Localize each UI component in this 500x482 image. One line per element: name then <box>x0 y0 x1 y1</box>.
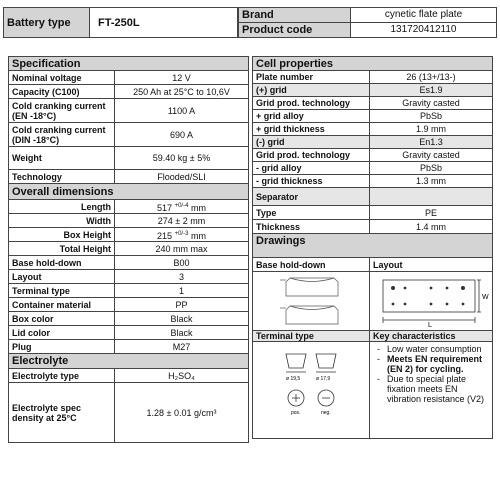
neg-grid-tech-label: Grid prod. technology <box>253 149 370 162</box>
nominal-voltage-value: 12 V <box>115 71 249 85</box>
product-code-label: Product code <box>239 23 351 38</box>
weight-label: Weight <box>9 147 115 170</box>
plate-number-label: Plate number <box>253 71 370 84</box>
layout-w-label: W <box>482 294 489 301</box>
holddown-label: Base hold-down <box>9 256 115 270</box>
electrolyte-title: Electrolyte <box>9 354 249 369</box>
nominal-voltage-label: Nominal voltage <box>9 71 115 85</box>
key-item: - Due to special plate fixation meets EN vibration resistance (V2) <box>383 374 489 404</box>
box-height-value-cell <box>115 228 249 242</box>
layout-label: Layout <box>9 270 115 284</box>
pos-grid-tech-value: Gravity casted <box>370 97 493 110</box>
electrolyte-density-value: 1.28 ± 0.01 g/cm³ <box>115 383 249 443</box>
pos-grid-alloy-label: + grid alloy <box>253 110 370 123</box>
box-height-value: 215 <box>157 230 173 241</box>
width-value: 274 ± 2 mm <box>115 214 249 228</box>
terminal-type-label: Terminal type <box>9 284 115 298</box>
dimensions-title: Overall dimensions <box>9 184 249 200</box>
total-height-label: Total Height <box>9 242 115 256</box>
technology-label: Technology <box>9 170 115 184</box>
capacity-label: Capacity (C100) <box>9 85 115 99</box>
specification-title: Specification <box>9 57 249 71</box>
length-label: Length <box>9 200 115 214</box>
lid-color-value: Black <box>115 326 249 340</box>
cca-din-label: Cold cranking current (DIN -18°C) <box>9 123 115 147</box>
neg-grid-alloy-value: PbSb <box>370 162 493 175</box>
electrolyte-type-label: Electrolyte type <box>9 369 115 383</box>
width-label: Width <box>9 214 115 228</box>
box-height-tolerance: +0/-3 <box>174 230 189 237</box>
plate-number-value: 26 (13+/13-) <box>370 71 493 84</box>
total-height-value: 240 mm max <box>115 242 249 256</box>
neg-grid-label: (-) grid <box>253 136 370 149</box>
terminal-neg-label: neg. <box>321 410 331 416</box>
technology-value: Flooded/SLI <box>115 170 249 184</box>
terminal-dim-pos: ø 19,5 <box>286 376 301 382</box>
capacity-value: 250 Ah at 25°C to 10,6V <box>115 85 249 99</box>
terminal-drawing <box>256 342 366 436</box>
terminal-pos-label: pos. <box>291 410 301 416</box>
neg-grid-tech-value: Gravity casted <box>370 149 493 162</box>
pos-grid-thickness-label: + grid thickness <box>253 123 370 136</box>
neg-grid-thickness-value: 1.3 mm <box>370 175 493 188</box>
separator-empty <box>370 188 493 206</box>
lid-color-label: Lid color <box>9 326 115 340</box>
cell-properties-table <box>252 56 493 439</box>
length-tolerance: +0/-4 <box>174 202 189 209</box>
separator-type-value: PE <box>370 206 493 220</box>
cca-en-label: Cold cranking current (EN -18°C) <box>9 99 115 123</box>
key-item: - Low water consumption <box>383 344 489 354</box>
product-code-value: 131720412110 <box>351 23 497 38</box>
separator-thickness-value: 1.4 mm <box>370 220 493 234</box>
terminal-type-value: 1 <box>115 284 249 298</box>
brand-value: cynetic flate plate <box>351 8 497 23</box>
neg-grid-thickness-label: - grid thickness <box>253 175 370 188</box>
layout-drawing-cell <box>370 272 493 331</box>
header-table-right <box>238 7 497 38</box>
length-value-cell <box>115 200 249 214</box>
box-color-value: Black <box>115 312 249 326</box>
length-value: 517 <box>157 202 173 213</box>
drawing-holddown-label: Base hold-down <box>253 258 370 272</box>
layout-l-label: L <box>428 322 432 328</box>
key-characteristics-cell <box>370 342 493 439</box>
header-table-left <box>3 7 238 38</box>
neg-grid-alloy-label: - grid alloy <box>253 162 370 175</box>
cca-en-value: 1100 A <box>115 99 249 123</box>
battery-type-label: Battery type <box>4 8 90 38</box>
neg-grid-value: En1.3 <box>370 136 493 149</box>
length-unit: mm <box>190 202 206 213</box>
cell-properties-title: Cell properties <box>253 57 493 71</box>
holddown-drawing-cell <box>253 272 370 331</box>
specification-table <box>8 56 249 443</box>
key-characteristics-list <box>373 344 489 404</box>
separator-thickness-label: Thickness <box>253 220 370 234</box>
box-color-label: Box color <box>9 312 115 326</box>
drawing-layout-label: Layout <box>370 258 493 272</box>
separator-label: Separator <box>253 188 370 206</box>
electrolyte-type-value: H₂SO₄ <box>115 369 249 383</box>
pos-grid-alloy-value: PbSb <box>370 110 493 123</box>
container-value: PP <box>115 298 249 312</box>
cca-din-value: 690 A <box>115 123 249 147</box>
holddown-drawing <box>256 272 366 328</box>
drawing-terminal-label: Terminal type <box>253 331 370 342</box>
box-height-unit: mm <box>190 230 206 241</box>
pos-grid-tech-label: Grid prod. technology <box>253 97 370 110</box>
pos-grid-thickness-value: 1.9 mm <box>370 123 493 136</box>
separator-type-label: Type <box>253 206 370 220</box>
brand-label: Brand <box>239 8 351 23</box>
container-label: Container material <box>9 298 115 312</box>
terminal-dim-neg: ø 17,9 <box>316 376 331 382</box>
pos-grid-label: (+) grid <box>253 84 370 97</box>
drawings-title: Drawings <box>253 234 493 258</box>
electrolyte-density-label: Electrolyte spec density at 25°C <box>9 383 115 443</box>
box-height-label: Box Height <box>9 228 115 242</box>
terminal-drawing-cell <box>253 342 370 439</box>
layout-value: 3 <box>115 270 249 284</box>
plug-value: M27 <box>115 340 249 354</box>
plug-label: Plug <box>9 340 115 354</box>
weight-value: 59.40 kg ± 5% <box>115 147 249 170</box>
layout-drawing <box>373 272 493 328</box>
key-characteristics-label: Key characteristics <box>370 331 493 342</box>
holddown-value: B00 <box>115 256 249 270</box>
pos-grid-value: Es1.9 <box>370 84 493 97</box>
key-item: - Meets EN requirement (EN 2) for cycling. <box>383 354 489 374</box>
battery-type-value: FT-250L <box>90 8 238 38</box>
